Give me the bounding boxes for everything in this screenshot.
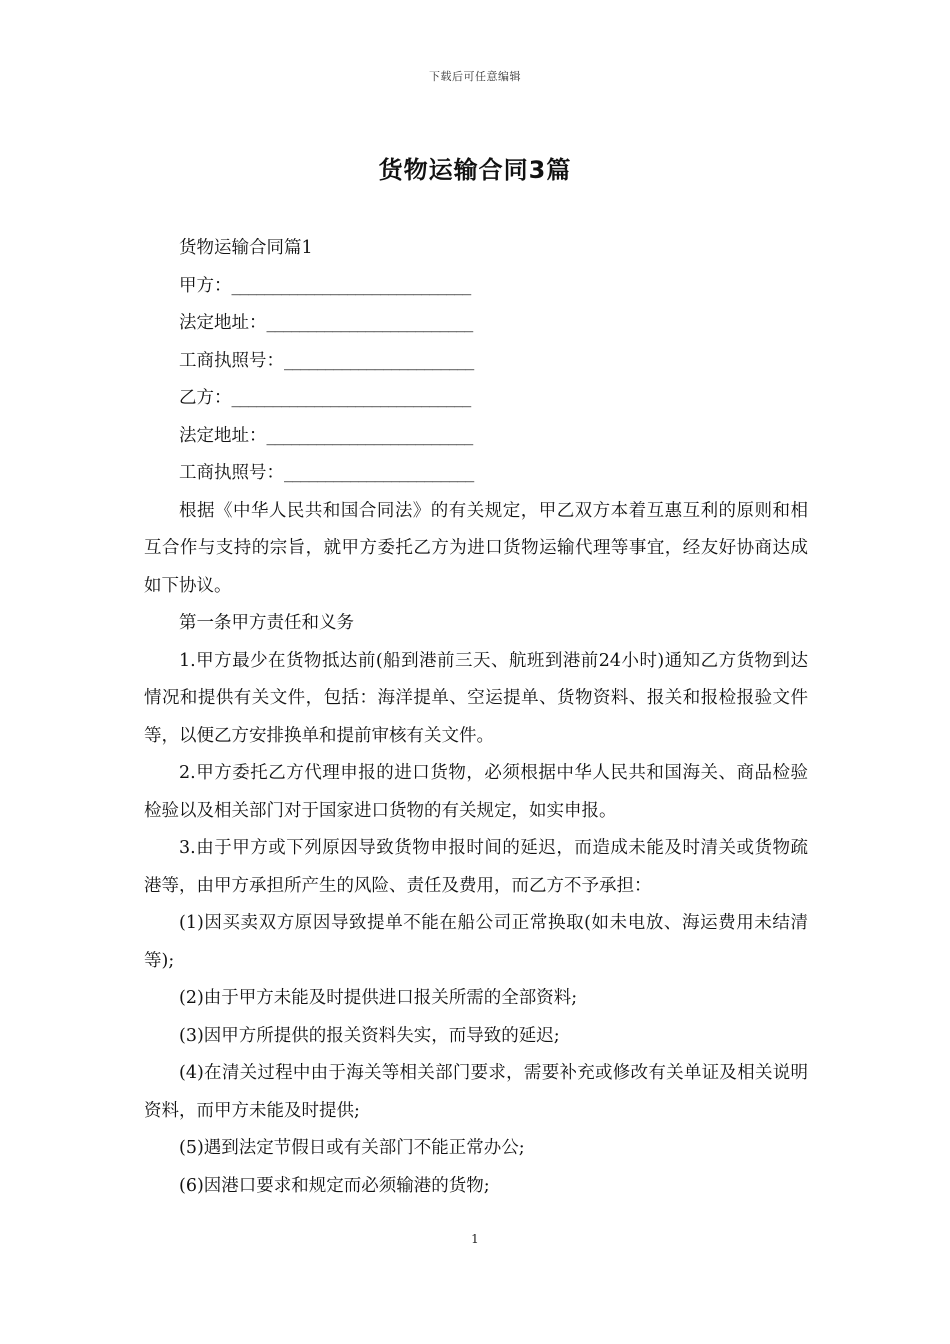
page-number: 1 (471, 1232, 479, 1246)
sub-clause-4: (4)在清关过程中由于海关等相关部门要求，需要补充或修改有关单证及相关说明资料，而甲方未能及时提供; (144, 1063, 808, 1121)
section-heading: 货物运输合同篇1 (179, 238, 313, 258)
fill-in-line: _________________________ (266, 425, 473, 446)
fill-in-line: _______________________ (284, 350, 474, 371)
fill-in-line: _________________________ (266, 313, 473, 333)
article-heading: 第一条甲方责任和义务 (179, 613, 354, 633)
clause-1: 1.甲方最少在货物抵达前(船到港前三天、航班到港前24小时)通知乙方货物到达情况和提供有关文件，包括：海洋提单、空运提单、货物资料、报关和报检报验文件等，以便乙方安排换单和提前审核有关文件。 (144, 650, 808, 746)
sub-clause-6: (6)因港口要求和规定而必须输港的货物; (179, 1175, 490, 1196)
field-party-a-license (144, 343, 808, 381)
fill-in-line: _______________________ (284, 463, 474, 483)
sub-clause-1: (1)因买卖双方原因导致提单不能在船公司正常换取(如未电放、海运费用未结清等); (144, 913, 808, 971)
field-label: 法定地址： (179, 425, 267, 446)
field-party-a (144, 268, 808, 306)
clause-2: 2.甲方委托乙方代理申报的进口货物，必须根据中华人民共和国海关、商品检验检验以及相关部门对于国家进口货物的有关规定，如实申报。 (144, 763, 808, 821)
field-label: 工商执照号： (179, 463, 284, 483)
paragraph-preamble: 根据《中华人民共和国合同法》的有关规定，甲乙双方本着互惠互利的原则和相互合作与支持的宗旨，就甲方委托乙方为进口货物运输代理等事宜，经友好协商达成如下协议。 (144, 500, 808, 596)
sub-clause-5: (5)遇到法定节假日或有关部门不能正常办公; (179, 1138, 525, 1158)
field-label: 工商执照号： (179, 350, 284, 371)
field-label: 甲方： (179, 275, 232, 296)
sub-clause-3: (3)因甲方所提供的报关资料失实，而导致的延迟; (179, 1025, 560, 1046)
field-party-b-address (144, 418, 808, 456)
header-note: 下载后可任意编辑 (429, 70, 521, 83)
field-party-b (144, 380, 808, 418)
field-label: 乙方： (179, 388, 232, 408)
field-party-a-address (144, 305, 808, 343)
sub-clause-2: (2)由于甲方未能及时提供进口报关所需的全部资料; (179, 988, 578, 1008)
field-party-b-license (144, 455, 808, 493)
fill-in-line: _____________________________ (231, 275, 471, 296)
document-title: 货物运输合同3篇 (378, 156, 572, 184)
field-label: 法定地址： (179, 313, 267, 333)
document-body (144, 230, 808, 1205)
clause-3: 3.由于甲方或下列原因导致货物申报时间的延迟，而造成未能及时清关或货物疏港等，由甲方承担所产生的风险、责任及费用，而乙方不予承担： (144, 838, 808, 896)
fill-in-line: _____________________________ (231, 388, 471, 408)
